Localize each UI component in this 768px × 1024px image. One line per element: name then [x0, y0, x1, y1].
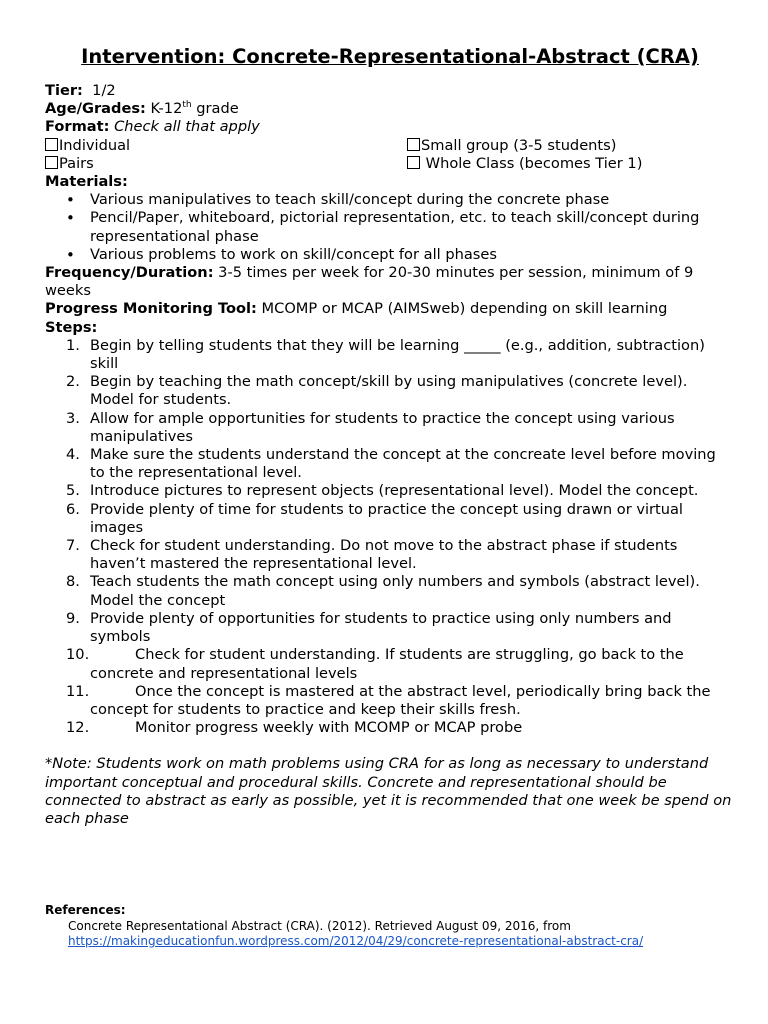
list-item	[66, 573, 735, 609]
step-number: 7.	[66, 537, 80, 555]
age-grades-value: K-12	[150, 100, 183, 118]
format-option-label: Small group (3-5 students)	[421, 136, 617, 154]
list-item	[66, 537, 735, 573]
list-item	[66, 609, 735, 646]
step-number: 8.	[66, 573, 80, 591]
list-item: • Pencil/Paper, whiteboard, pictorial representation, etc. to teach skill/concept during representational phase	[90, 209, 735, 245]
step-text: Once the concept is mastered at the abstract level, periodically bring back the concept for students to practice and keep their skills fresh.	[90, 682, 711, 718]
step-text: Check for student understanding. Do not move to the abstract phase if students haven’t mastered the representational level.	[90, 537, 678, 573]
step-number: 5.	[66, 482, 80, 500]
format-option-label: Individual	[59, 136, 131, 154]
step-number: 11.	[66, 682, 90, 700]
format-row-1	[45, 137, 735, 155]
list-item	[66, 409, 735, 446]
tier-label: Tier:	[45, 82, 83, 99]
step-number: 10.	[66, 646, 90, 664]
document-title: Intervention: Concrete-Representational-Abstract (CRA)	[81, 45, 699, 68]
step-number: 2.	[66, 373, 80, 391]
format-option-small-group[interactable]	[407, 137, 616, 155]
step-text: Introduce pictures to represent objects (representational level). Model the concept.	[90, 482, 699, 500]
progress-line	[45, 300, 735, 318]
format-option-label: Pairs	[59, 154, 94, 172]
step-text: Begin by teaching the math concept/skill by using manipulatives (concrete level). Model for students.	[90, 373, 688, 409]
step-text: Provide plenty of time for students to practice the concept using drawn or virtual images	[90, 500, 683, 536]
step-text: Begin by telling students that they will be learning _____ (e.g., addition, subtraction) skill	[90, 336, 705, 373]
checkbox-icon[interactable]	[45, 156, 58, 169]
progress-value: MCOMP or MCAP (AIMSweb) depending on skill learning	[261, 300, 668, 318]
format-hint: Check all that apply	[114, 118, 260, 136]
age-grades-line	[45, 100, 735, 118]
frequency-label: Frequency/Duration:	[45, 264, 214, 282]
list-item	[66, 336, 735, 373]
step-number: 6.	[66, 500, 80, 518]
checkbox-icon[interactable]	[407, 138, 420, 151]
step-number: 4.	[66, 446, 80, 464]
step-text: Check for student understanding. If students are struggling, go back to the concrete and representational levels	[90, 646, 684, 682]
format-line	[45, 118, 735, 136]
tier-line	[45, 82, 735, 100]
references-section	[45, 903, 745, 950]
step-number: 12.	[66, 719, 90, 737]
reference-link[interactable]: https://makingeducationfun.wordpress.com/2012/04/29/concrete-representational-abstract-cra/	[68, 934, 644, 948]
materials-label: Materials:	[45, 173, 128, 191]
list-item	[66, 719, 735, 737]
references-label: References:	[45, 903, 126, 917]
format-option-individual[interactable]	[45, 137, 407, 155]
format-option-pairs[interactable]	[45, 155, 407, 173]
age-grades-label: Age/Grades:	[45, 100, 146, 118]
age-grades-suffix: grade	[191, 100, 239, 118]
step-text: Provide plenty of opportunities for students to practice using only numbers and symbols	[90, 609, 672, 646]
list-item	[66, 500, 735, 537]
format-row-2	[45, 155, 735, 173]
checkbox-icon[interactable]	[45, 138, 58, 151]
list-item	[66, 646, 735, 682]
steps-label: Steps:	[45, 318, 98, 336]
document-body	[45, 44, 735, 843]
step-number: 1.	[66, 336, 80, 354]
materials-list	[45, 191, 735, 264]
step-text: Monitor progress weekly with MCOMP or MCAP probe	[135, 719, 523, 737]
age-grades-sup: th	[182, 100, 192, 111]
frequency-value: 3-5 times per week for 20-30 minutes per session, minimum of 9 weeks	[45, 264, 694, 300]
tier-value: 1/2	[92, 82, 116, 99]
step-number: 3.	[66, 409, 80, 427]
step-text: Teach students the math concept using only numbers and symbols (abstract level). Model the concept	[90, 573, 700, 609]
checkbox-icon[interactable]	[407, 156, 420, 169]
format-option-label: Whole Class (becomes Tier 1)	[421, 154, 643, 172]
step-text: Make sure the students understand the concept at the concreate level before moving to the representational level.	[90, 446, 716, 482]
step-number: 9.	[66, 609, 80, 627]
list-item: • Various problems to work on skill/concept for all phases	[90, 246, 735, 264]
frequency-line	[45, 264, 735, 300]
list-item	[66, 446, 735, 482]
steps-list	[45, 337, 735, 737]
list-item: • Various manipulatives to teach skill/concept during the concrete phase	[90, 191, 735, 209]
progress-label: Progress Monitoring Tool:	[45, 300, 257, 318]
format-label: Format:	[45, 118, 110, 136]
list-item	[66, 682, 735, 719]
note-paragraph: *Note: Students work on math problems using CRA for as long as necessary to understand important conceptual and procedural skills. Concrete and representational should be connected to abstract as early as possible, yet it is recommended that one week be spend on each phase	[45, 755, 732, 827]
step-text: Allow for ample opportunities for students to practice the concept using various manipulatives	[90, 409, 675, 445]
list-item	[66, 373, 735, 409]
reference-citation: Concrete Representational Abstract (CRA). (2012). Retrieved August 09, 2016, from	[68, 918, 571, 933]
format-option-whole-class[interactable]	[407, 155, 642, 173]
list-item	[66, 482, 735, 500]
